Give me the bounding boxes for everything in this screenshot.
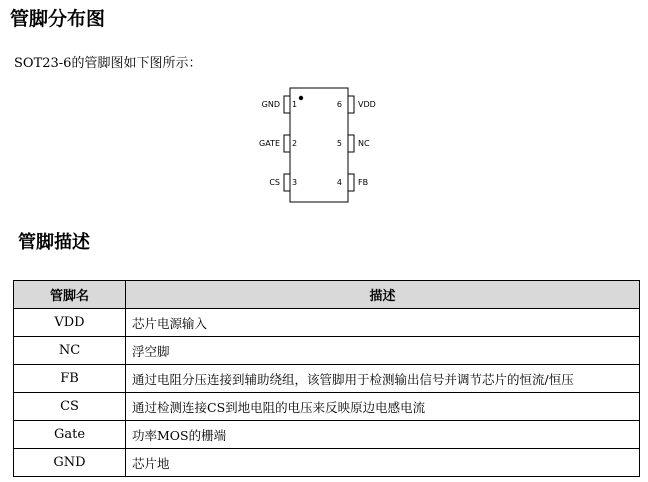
- column-header-pin-name: 管脚名: [14, 281, 126, 309]
- pin-name-vdd: VDD: [358, 100, 376, 109]
- pin-name-cell: NC: [14, 337, 126, 365]
- section-title: 管脚描述: [18, 232, 90, 253]
- sot23-6-pinout-diagram: [250, 86, 410, 208]
- pin-name-cell: GND: [14, 449, 126, 477]
- pin-name-nc: NC: [358, 139, 370, 148]
- pin-number-2: 2: [292, 139, 298, 148]
- pin-lead-left-1: [284, 96, 290, 113]
- pin-number-1: 1: [292, 100, 298, 109]
- pin-name-gate: GATE: [259, 139, 280, 148]
- column-header-description: 描述: [126, 281, 640, 309]
- description-cell: 浮空脚: [126, 337, 640, 365]
- table-row: [14, 393, 640, 421]
- pin-name-cell: VDD: [14, 309, 126, 337]
- pin-name-cell: Gate: [14, 421, 126, 449]
- pin-number-4: 4: [336, 178, 342, 187]
- pin-number-5: 5: [336, 139, 342, 148]
- pin-lead-right-5: [348, 135, 354, 152]
- pin-name-cell: FB: [14, 365, 126, 393]
- description-cell: 通过检测连接CS到地电阻的电压来反映原边电感电流: [126, 393, 640, 421]
- table-row: [14, 421, 640, 449]
- table-row: [14, 449, 640, 477]
- table-row: [14, 309, 640, 337]
- pin-name-cs: CS: [269, 178, 280, 187]
- table-row: [14, 365, 640, 393]
- description-cell: 通过电阻分压连接到辅助绕组，该管脚用于检测输出信号并调节芯片的恒流/恒压: [126, 365, 640, 393]
- pin-lead-right-6: [348, 96, 354, 113]
- pin-description-table: [13, 280, 640, 477]
- intro-text: SOT23-6的管脚图如下图所示：: [14, 56, 202, 71]
- pin-lead-left-2: [284, 135, 290, 152]
- description-cell: 芯片电源输入: [126, 309, 640, 337]
- pin-lead-right-4: [348, 174, 354, 191]
- pin1-marker-dot: [299, 96, 303, 100]
- pin-name-cell: CS: [14, 393, 126, 421]
- description-cell: 芯片地: [126, 449, 640, 477]
- page-title: 管脚分布图: [10, 8, 106, 30]
- pin-lead-left-3: [284, 174, 290, 191]
- description-cell: 功率MOS的栅端: [126, 421, 640, 449]
- pin-number-6: 6: [336, 100, 342, 109]
- pin-name-fb: FB: [358, 178, 369, 187]
- pin-number-3: 3: [292, 178, 298, 187]
- pin-name-gnd: GND: [261, 100, 280, 109]
- table-row: [14, 337, 640, 365]
- table-header-row: [14, 281, 640, 309]
